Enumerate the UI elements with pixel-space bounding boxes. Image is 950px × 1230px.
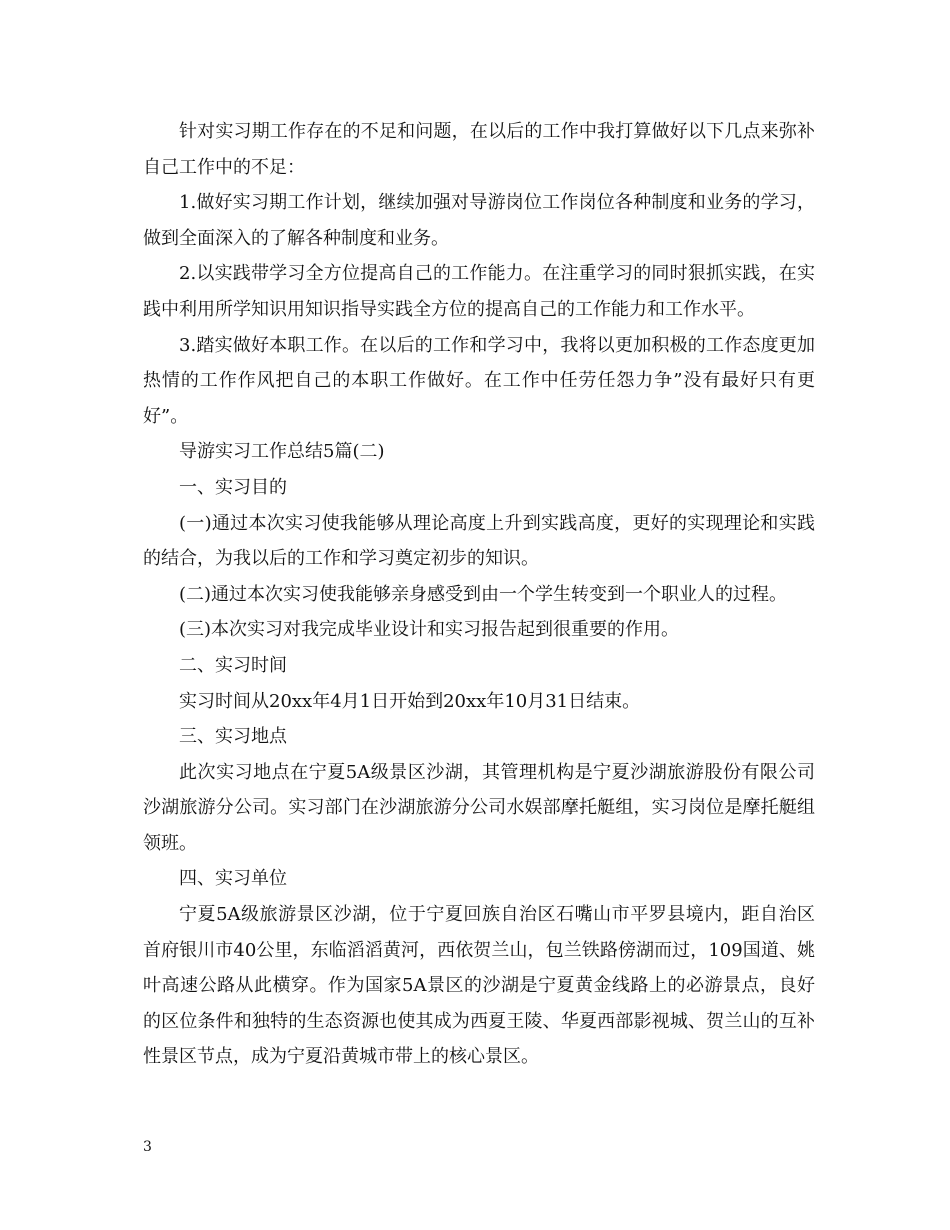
paragraph-plan-2: 2.以实践带学习全方位提高自己的工作能力。在注重学习的同时狠抓实践，在实践中利用所学知识用知识指导实践全方位的提高自己的工作能力和工作水平。 — [143, 263, 815, 320]
paragraph-purpose-3: (三)本次实习对我完成毕业设计和实习报告起到很重要的作用。 — [179, 619, 680, 641]
heading-unit: 四、实习单位 — [179, 868, 287, 890]
page-number: 3 — [143, 1139, 152, 1155]
paragraph-location: 此次实习地点在宁夏5A级景区沙湖，其管理机构是宁夏沙湖旅游股份有限公司沙湖旅游分公司。实习部门在沙湖旅游分公司水娱部摩托艇组，实习岗位是摩托艇组领班。 — [143, 761, 815, 854]
heading-location: 三、实习地点 — [179, 726, 287, 748]
paragraph-plan-1: 1.做好实习期工作计划，继续加强对导游岗位工作岗位各种制度和业务的学习，做到全面深入的了解各种制度和业务。 — [143, 192, 815, 249]
paragraph-plan-3: 3.踏实做好本职工作。在以后的工作和学习中，我将以更加积极的工作态度更加热情的工作作风把自己的本职工作做好。在工作中任劳任怨力争”没有最好只有更好”。 — [143, 334, 815, 427]
paragraph-improvement-intro: 针对实习期工作存在的不足和问题，在以后的工作中我打算做好以下几点来弥补自己工作中的不足： — [143, 121, 815, 178]
section-title: 导游实习工作总结5篇(二) — [179, 441, 385, 463]
paragraph-purpose-2: (二)通过本次实习使我能够亲身感受到由一个学生转变到一个职业人的过程。 — [179, 583, 788, 605]
heading-purpose: 一、实习目的 — [179, 476, 287, 498]
paragraph-time: 实习时间从20xx年4月1日开始到20xx年10月31日结束。 — [179, 690, 641, 712]
document-body — [143, 114, 815, 1075]
paragraph-purpose-1: (一)通过本次实习使我能够从理论高度上升到实践高度，更好的实现理论和实践的结合，为我以后的工作和学习奠定初步的知识。 — [143, 512, 815, 570]
heading-time: 二、实习时间 — [179, 654, 287, 676]
paragraph-unit: 宁夏5A级旅游景区沙湖，位于宁夏回族自治区石嘴山市平罗县境内，距自治区首府银川市40公里，东临滔滔黄河，西依贺兰山，包兰铁路傍湖而过，109国道、姚叶高速公路从此横穿。作为国家5A景区的沙湖是宁夏黄金线路上的必游景点，良好的区位条件和独特的生态资源也使其成为西夏王陵、华夏西部影视城、贺兰山的互补性景区节点，成为宁夏沿黄城市带上的核心景区。 — [143, 904, 815, 1068]
